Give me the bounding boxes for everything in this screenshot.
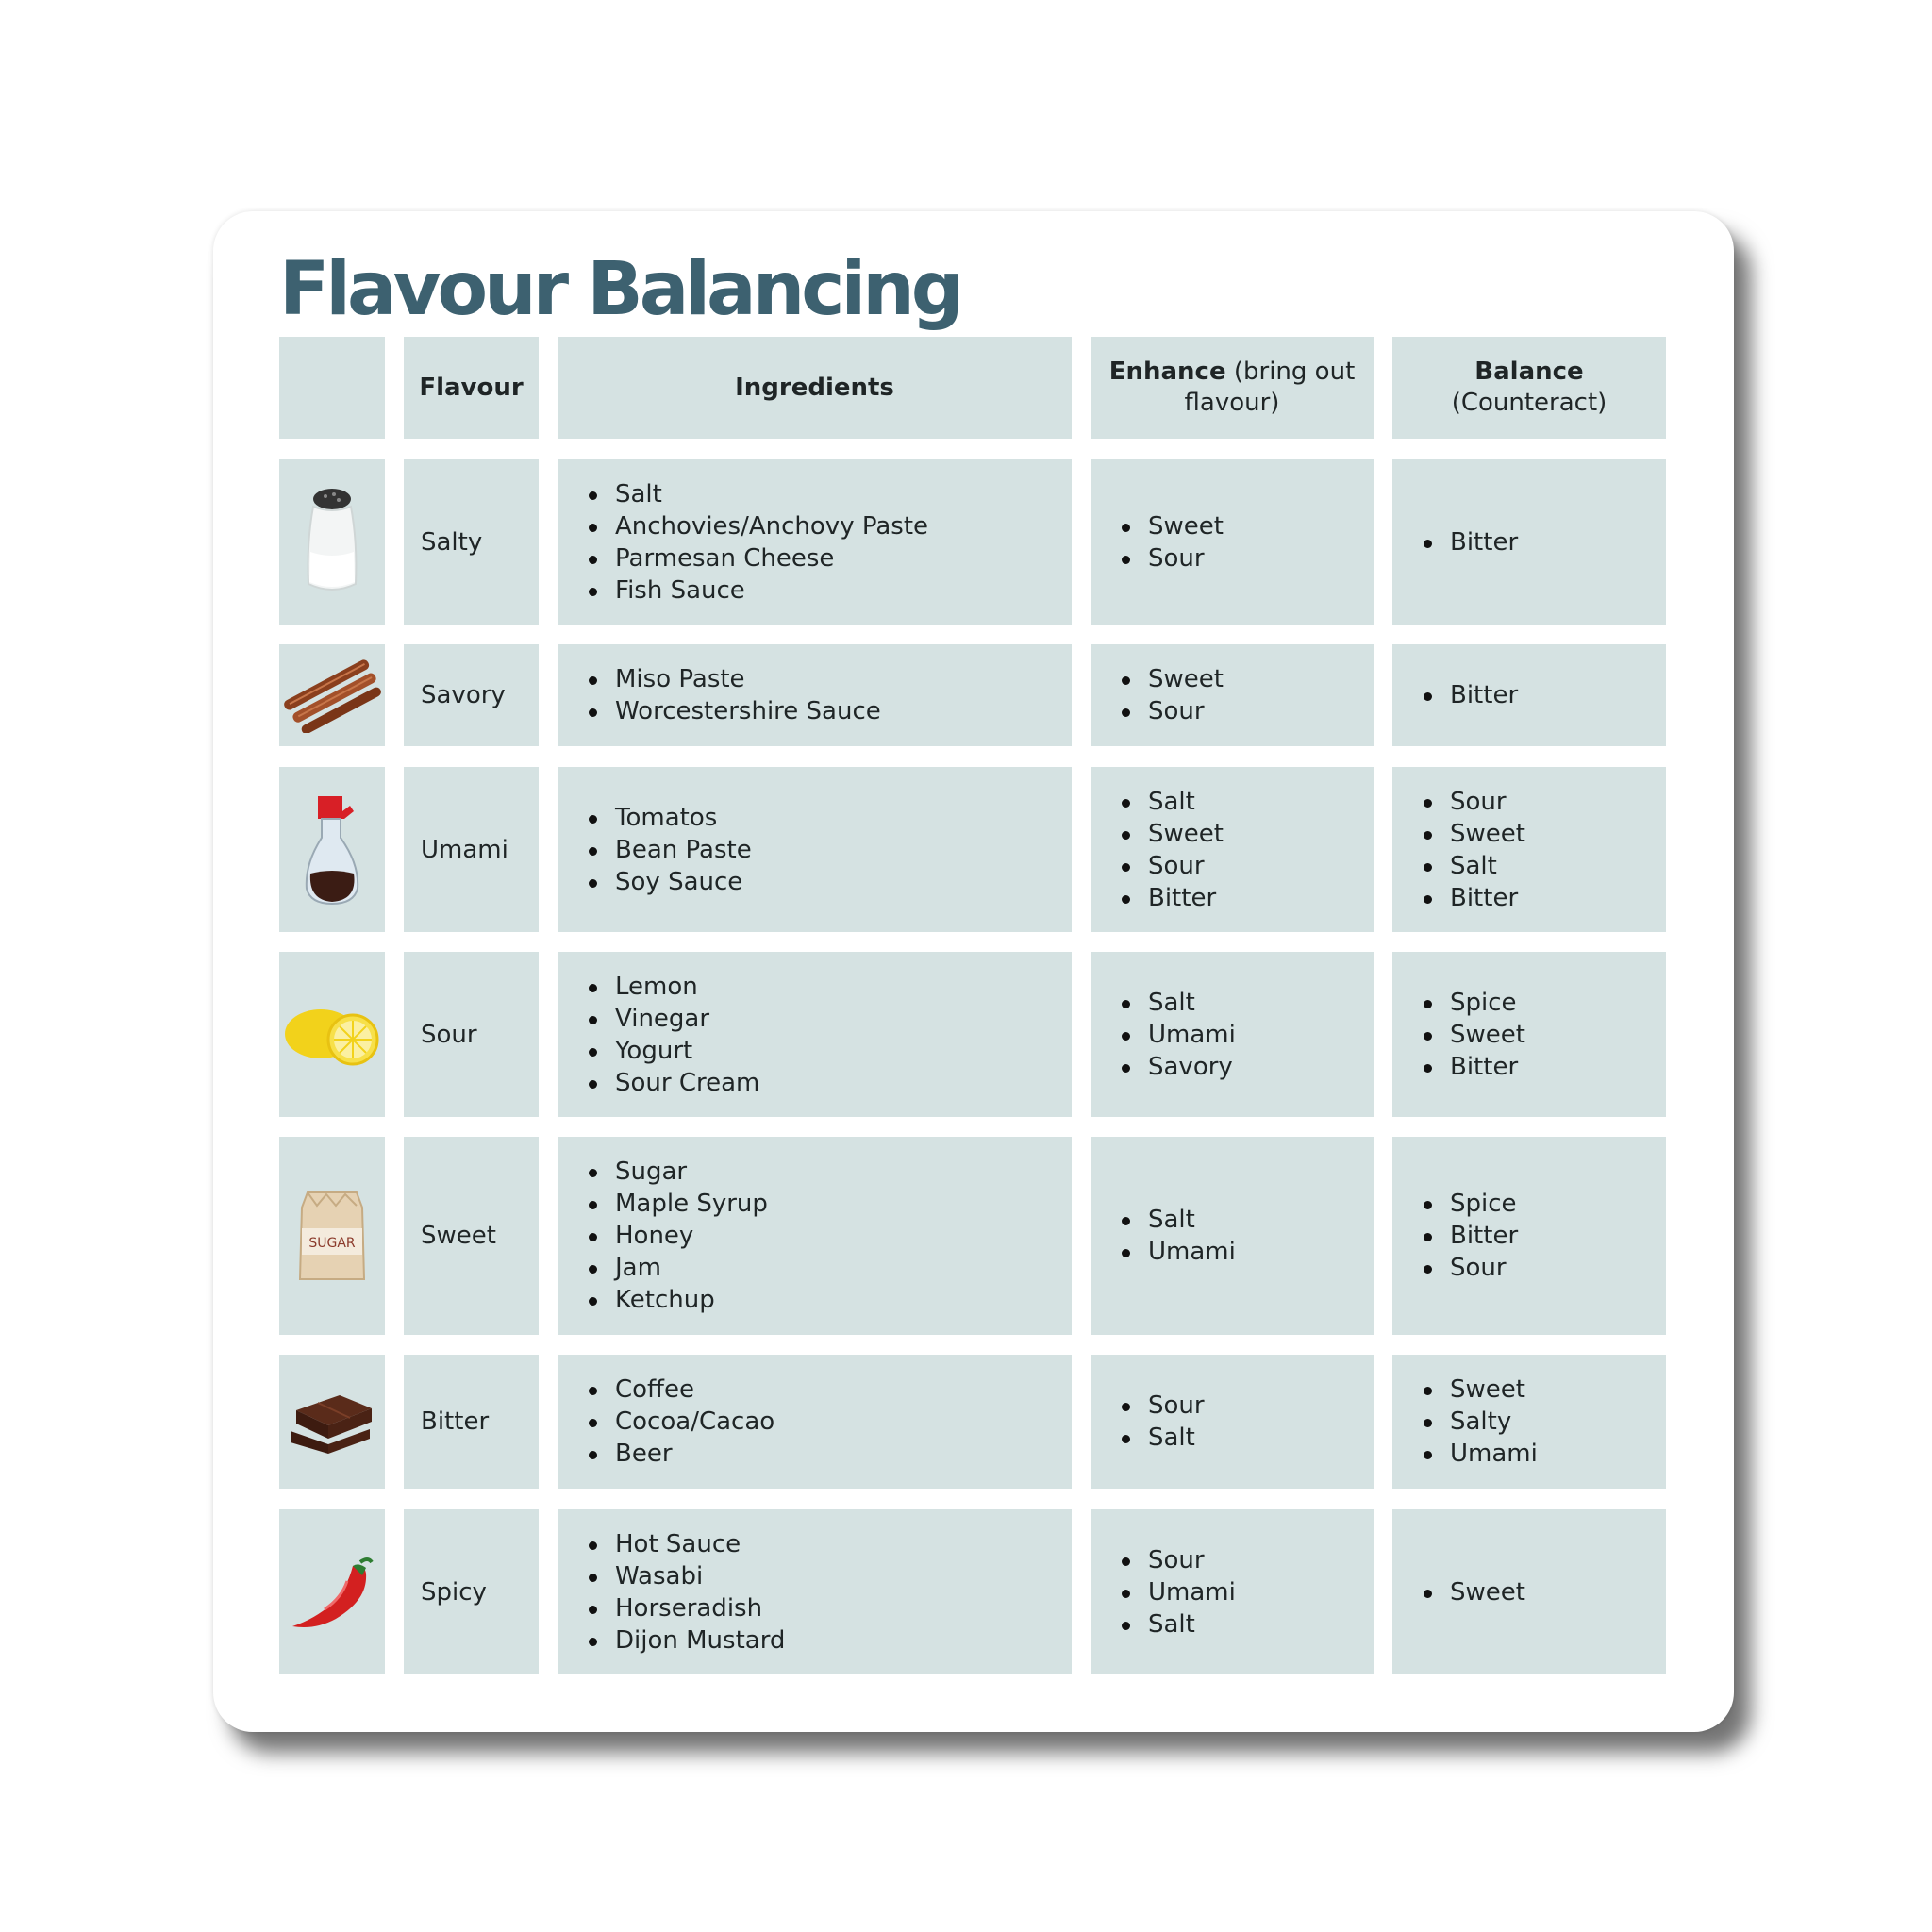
ingredients-cell bbox=[558, 1509, 1072, 1674]
enhance-list-item: Salt bbox=[1119, 987, 1236, 1019]
balance-list bbox=[1421, 786, 1525, 914]
icon-cell bbox=[279, 1137, 385, 1335]
enhance-list-item: Umami bbox=[1119, 1019, 1236, 1051]
ingredients-list bbox=[586, 1528, 785, 1657]
balance-list-item: Sweet bbox=[1421, 818, 1525, 850]
balance-list-item: Sour bbox=[1421, 786, 1525, 818]
flavour-name: Savory bbox=[421, 681, 506, 709]
balance-cell bbox=[1392, 644, 1666, 746]
balance-list bbox=[1421, 987, 1525, 1083]
enhance-list-item: Salt bbox=[1119, 1608, 1236, 1641]
ingredients-list-item: Wasabi bbox=[586, 1560, 785, 1592]
ingredients-list-item: Parmesan Cheese bbox=[586, 542, 928, 575]
enhance-list-item: Salt bbox=[1119, 1204, 1236, 1236]
flavour-name: Sweet bbox=[421, 1222, 496, 1250]
ingredients-cell bbox=[558, 1137, 1072, 1335]
enhance-list-item: Umami bbox=[1119, 1576, 1236, 1608]
header-flavour-label: Flavour bbox=[419, 373, 524, 402]
ingredients-list-item: Fish Sauce bbox=[586, 575, 928, 607]
enhance-list bbox=[1119, 510, 1224, 575]
icon-cell bbox=[279, 952, 385, 1117]
enhance-list bbox=[1119, 663, 1224, 727]
balance-list bbox=[1421, 679, 1518, 711]
balance-cell bbox=[1392, 767, 1666, 932]
enhance-list-item: Sweet bbox=[1119, 663, 1224, 695]
balance-list-item: Sweet bbox=[1421, 1576, 1525, 1608]
flavour-cell bbox=[404, 1509, 539, 1674]
enhance-list bbox=[1119, 1204, 1236, 1268]
balance-list bbox=[1421, 1188, 1518, 1284]
balance-list-item: Bitter bbox=[1421, 679, 1518, 711]
enhance-list-item: Bitter bbox=[1119, 882, 1224, 914]
enhance-list bbox=[1119, 1544, 1236, 1641]
header-icon-cell bbox=[279, 337, 385, 439]
enhance-list-item: Sweet bbox=[1119, 510, 1224, 542]
icon-cell bbox=[279, 644, 385, 746]
ingredients-list-item: Ketchup bbox=[586, 1284, 768, 1316]
enhance-list-item: Sour bbox=[1119, 1544, 1236, 1576]
cinnamon-sticks-icon bbox=[281, 658, 383, 733]
header-flavour bbox=[404, 337, 539, 439]
balance-cell bbox=[1392, 952, 1666, 1117]
flavour-cell bbox=[404, 644, 539, 746]
ingredients-list bbox=[586, 802, 752, 898]
ingredients-list-item: Salt bbox=[586, 478, 928, 510]
flavour-cell bbox=[404, 1355, 539, 1489]
ingredients-list-item: Sour Cream bbox=[586, 1067, 759, 1099]
ingredients-list-item: Bean Paste bbox=[586, 834, 752, 866]
header-ingredients-label: Ingredients bbox=[735, 373, 894, 402]
sugar-bag-icon bbox=[294, 1187, 370, 1285]
balance-list-item: Bitter bbox=[1421, 1051, 1525, 1083]
flavour-name: Salty bbox=[421, 527, 483, 557]
enhance-cell bbox=[1091, 1509, 1374, 1674]
flavour-name: Umami bbox=[421, 835, 508, 864]
ingredients-list-item: Maple Syrup bbox=[586, 1188, 768, 1220]
flavour-cell bbox=[404, 1137, 539, 1335]
flavour-name: Bitter bbox=[421, 1407, 490, 1436]
enhance-cell bbox=[1091, 644, 1374, 746]
ingredients-list-item: Vinegar bbox=[586, 1003, 759, 1035]
soy-sauce-bottle-icon bbox=[299, 791, 365, 908]
balance-cell bbox=[1392, 1355, 1666, 1489]
header-enhance-rest-2: flavour) bbox=[1184, 389, 1280, 417]
ingredients-list-item: Anchovies/Anchovy Paste bbox=[586, 510, 928, 542]
ingredients-list-item: Jam bbox=[586, 1252, 768, 1284]
ingredients-list bbox=[586, 1374, 774, 1470]
sugar-bag-label: SUGAR bbox=[308, 1236, 356, 1251]
balance-list-item: Sweet bbox=[1421, 1374, 1538, 1406]
header-enhance-rest-1: (bring out bbox=[1233, 358, 1356, 386]
balance-list-item: Bitter bbox=[1421, 526, 1518, 558]
icon-cell bbox=[279, 1355, 385, 1489]
enhance-cell bbox=[1091, 459, 1374, 625]
balance-cell bbox=[1392, 459, 1666, 625]
ingredients-cell bbox=[558, 459, 1072, 625]
enhance-list-item: Umami bbox=[1119, 1236, 1236, 1268]
enhance-cell bbox=[1091, 952, 1374, 1117]
ingredients-cell bbox=[558, 767, 1072, 932]
ingredients-list-item: Worcestershire Sauce bbox=[586, 695, 881, 727]
balance-list-item: Umami bbox=[1421, 1438, 1538, 1470]
icon-cell bbox=[279, 459, 385, 625]
enhance-list bbox=[1119, 987, 1236, 1083]
page-title: Flavour Balancing bbox=[279, 247, 960, 332]
ingredients-cell bbox=[558, 952, 1072, 1117]
ingredients-list-item: Horseradish bbox=[586, 1592, 785, 1624]
ingredients-list-item: Cocoa/Cacao bbox=[586, 1406, 774, 1438]
ingredients-list-item: Miso Paste bbox=[586, 663, 881, 695]
header-balance-rest: (Counteract) bbox=[1451, 389, 1607, 417]
balance-list-item: Sour bbox=[1421, 1252, 1518, 1284]
ingredients-list bbox=[586, 971, 759, 1099]
ingredients-list-item: Sugar bbox=[586, 1156, 768, 1188]
icon-cell bbox=[279, 767, 385, 932]
enhance-cell bbox=[1091, 1137, 1374, 1335]
ingredients-list-item: Lemon bbox=[586, 971, 759, 1003]
enhance-list-item: Salt bbox=[1119, 1422, 1205, 1454]
enhance-list-item: Sour bbox=[1119, 850, 1224, 882]
chili-pepper-icon bbox=[287, 1553, 377, 1632]
enhance-cell bbox=[1091, 1355, 1374, 1489]
header-enhance bbox=[1091, 337, 1374, 439]
header-enhance-bold: Enhance bbox=[1108, 358, 1226, 386]
enhance-list-item: Sour bbox=[1119, 695, 1224, 727]
ingredients-cell bbox=[558, 1355, 1072, 1489]
enhance-list-item: Salt bbox=[1119, 786, 1224, 818]
flavour-name: Spicy bbox=[421, 1577, 487, 1607]
balance-list-item: Bitter bbox=[1421, 1220, 1518, 1252]
flavour-name: Sour bbox=[421, 1020, 477, 1049]
balance-list bbox=[1421, 526, 1518, 558]
enhance-list bbox=[1119, 1390, 1205, 1454]
flavour-cell bbox=[404, 459, 539, 625]
balance-list-item: Salt bbox=[1421, 850, 1525, 882]
balance-list-item: Bitter bbox=[1421, 882, 1525, 914]
enhance-list-item: Sweet bbox=[1119, 818, 1224, 850]
header-balance bbox=[1392, 337, 1666, 439]
balance-cell bbox=[1392, 1137, 1666, 1335]
balance-list bbox=[1421, 1374, 1538, 1470]
ingredients-list-item: Dijon Mustard bbox=[586, 1624, 785, 1657]
chocolate-icon bbox=[287, 1388, 377, 1456]
icon-cell bbox=[279, 1509, 385, 1674]
ingredients-list bbox=[586, 663, 881, 727]
ingredients-cell bbox=[558, 644, 1072, 746]
ingredients-list-item: Tomatos bbox=[586, 802, 752, 834]
balance-list-item: Spice bbox=[1421, 987, 1525, 1019]
ingredients-list-item: Hot Sauce bbox=[586, 1528, 785, 1560]
enhance-cell bbox=[1091, 767, 1374, 932]
header-balance-bold: Balance bbox=[1474, 358, 1584, 386]
enhance-list bbox=[1119, 786, 1224, 914]
enhance-list-item: Savory bbox=[1119, 1051, 1236, 1083]
balance-cell bbox=[1392, 1509, 1666, 1674]
ingredients-list bbox=[586, 478, 928, 607]
ingredients-list bbox=[586, 1156, 768, 1316]
ingredients-list-item: Honey bbox=[586, 1220, 768, 1252]
ingredients-list-item: Coffee bbox=[586, 1374, 774, 1406]
balance-list bbox=[1421, 1576, 1525, 1608]
flavour-cell bbox=[404, 952, 539, 1117]
ingredients-list-item: Yogurt bbox=[586, 1035, 759, 1067]
header-ingredients bbox=[558, 337, 1072, 439]
ingredients-list-item: Soy Sauce bbox=[586, 866, 752, 898]
enhance-list-item: Sour bbox=[1119, 542, 1224, 575]
balance-list-item: Spice bbox=[1421, 1188, 1518, 1220]
enhance-list-item: Sour bbox=[1119, 1390, 1205, 1422]
balance-list-item: Salty bbox=[1421, 1406, 1538, 1438]
lemon-icon bbox=[283, 1002, 381, 1068]
flavour-cell bbox=[404, 767, 539, 932]
ingredients-list-item: Beer bbox=[586, 1438, 774, 1470]
balance-list-item: Sweet bbox=[1421, 1019, 1525, 1051]
salt-shaker-icon bbox=[299, 486, 365, 599]
